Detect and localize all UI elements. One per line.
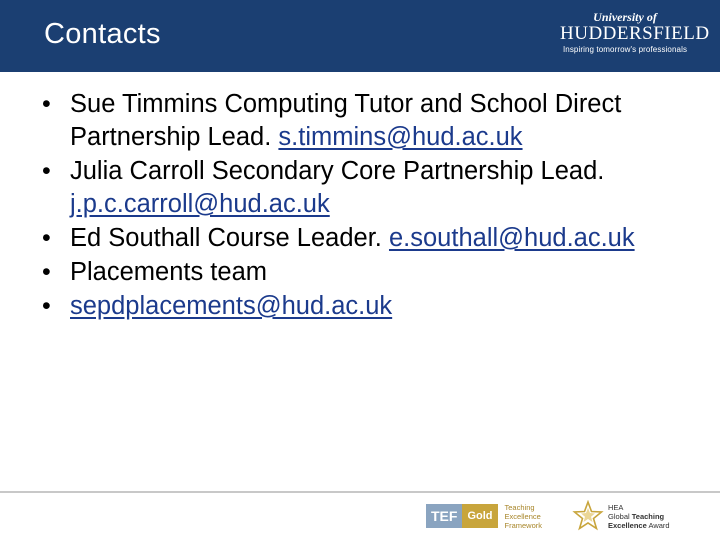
logo-tagline: Inspiring tomorrow's professionals bbox=[562, 45, 688, 54]
contact-item-julia-carroll bbox=[40, 155, 700, 221]
contact-description: Sue Timmins Computing Tutor and School Direct Partnership Lead. bbox=[70, 90, 622, 151]
tef-gold-badge bbox=[426, 500, 542, 532]
contact-list bbox=[40, 88, 700, 324]
bullet-icon: • bbox=[42, 258, 51, 286]
hea-caption-part: Teaching bbox=[631, 511, 665, 521]
hea-caption-line bbox=[608, 512, 670, 521]
hea-award-badge bbox=[572, 500, 670, 532]
contact-description: Placements team bbox=[70, 258, 268, 286]
bullet-icon: • bbox=[42, 224, 51, 252]
bullet-icon: • bbox=[42, 157, 51, 185]
footer-divider bbox=[0, 491, 720, 493]
hea-caption-line: HEA bbox=[608, 502, 624, 512]
email-link-sepdplacements[interactable]: sepdplacements@hud.ac.uk bbox=[70, 292, 393, 320]
tef-caption-line: Framework bbox=[504, 520, 543, 530]
tef-abbr: TEF bbox=[426, 504, 462, 528]
contact-item-placements-email bbox=[40, 290, 700, 323]
tef-caption bbox=[505, 503, 543, 530]
tef-level: Gold bbox=[462, 504, 497, 528]
contact-description: Ed Southall Course Leader. bbox=[70, 224, 382, 252]
logo-university-of: University of bbox=[593, 10, 657, 24]
contact-description: Julia Carroll Secondary Core Partnership Lead. bbox=[70, 157, 605, 185]
contact-item-sue-timmins bbox=[40, 88, 700, 154]
tef-caption-line: Excellence bbox=[504, 511, 541, 521]
title-bar bbox=[0, 0, 720, 72]
university-logo bbox=[560, 10, 710, 55]
tef-caption-line: Teaching bbox=[504, 502, 535, 512]
hea-caption-part: Excellence bbox=[608, 520, 647, 530]
tef-logo bbox=[426, 504, 498, 528]
star-icon bbox=[572, 500, 604, 532]
email-link-j-carroll[interactable]: j.p.c.carroll@hud.ac.uk bbox=[70, 190, 330, 218]
page-title: Contacts bbox=[44, 18, 161, 50]
contact-item-ed-southall bbox=[40, 222, 700, 255]
bullet-icon: • bbox=[42, 90, 51, 118]
email-link-s-timmins[interactable]: s.timmins@hud.ac.uk bbox=[278, 123, 523, 151]
bullet-icon: • bbox=[42, 292, 51, 320]
hea-caption-part: Global bbox=[608, 511, 632, 521]
hea-caption-part: Award bbox=[646, 520, 670, 530]
email-link-e-southall[interactable]: e.southall@hud.ac.uk bbox=[388, 224, 635, 252]
logo-name: HUDDERSFIELD bbox=[560, 23, 710, 44]
contact-item-placements-team bbox=[40, 256, 700, 289]
hea-caption bbox=[608, 503, 670, 530]
hea-caption-line bbox=[608, 521, 670, 530]
